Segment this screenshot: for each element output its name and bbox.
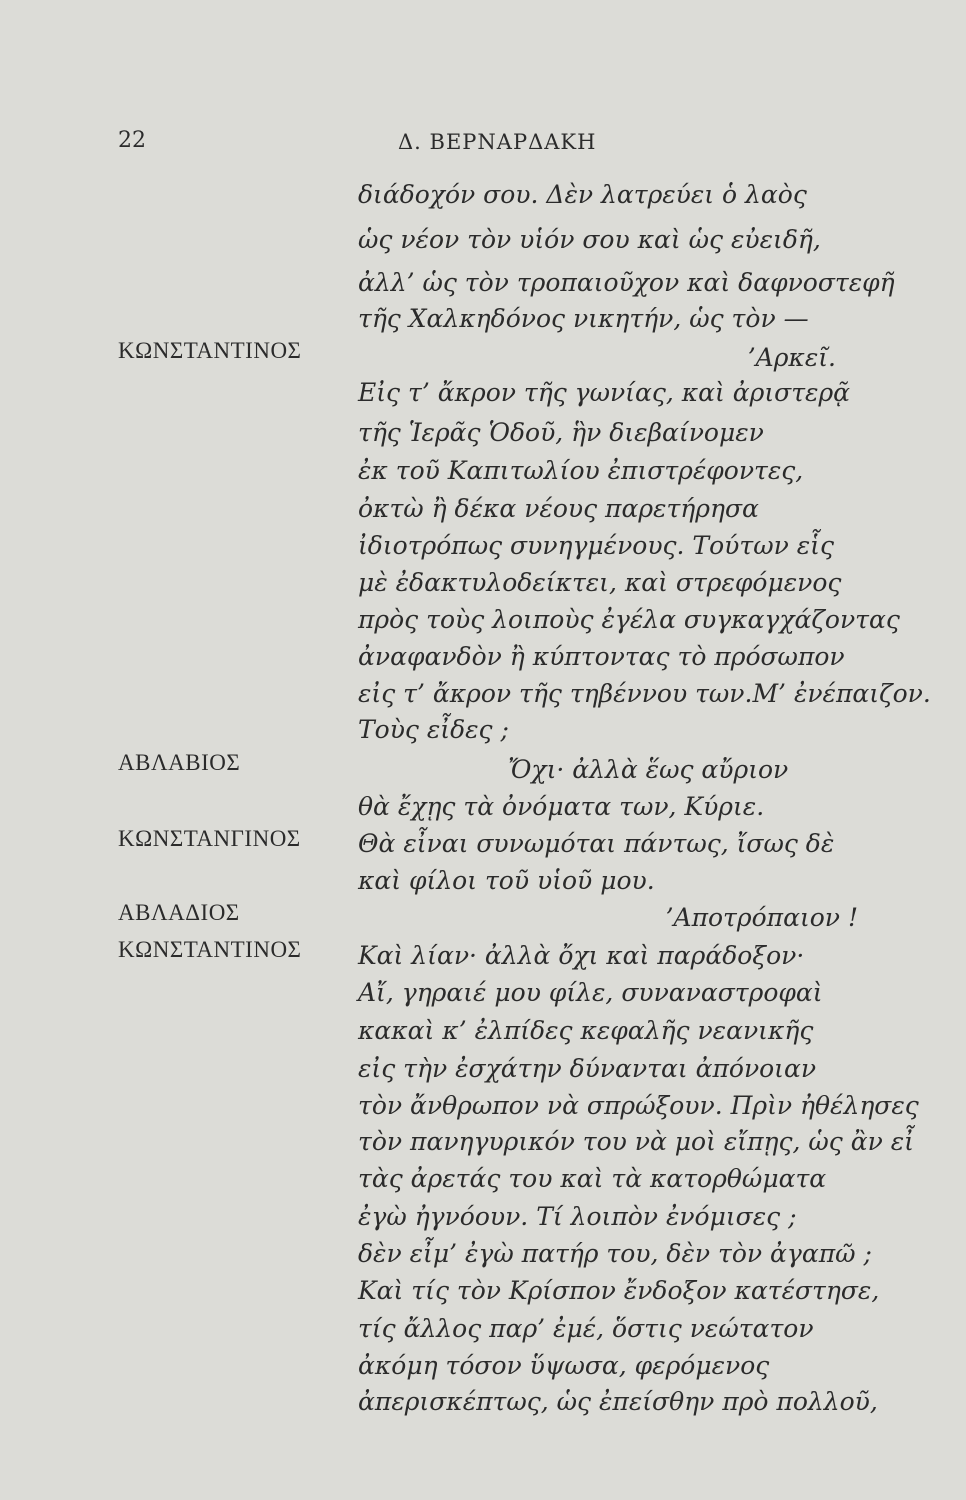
verse-line: ἀλλ’ ὡς τὸν τροπαιοῦχον καὶ δαφνοστεφῆ <box>358 268 895 297</box>
verse-line: Αἴ, γηραιέ μου φίλε, συναναστροφαὶ <box>358 978 823 1007</box>
page-number: 22 <box>118 128 146 153</box>
verse-line: Καὶ τίς τὸν Κρίσπον ἔνδοξον κατέστησε, <box>358 1276 880 1305</box>
verse-line: τίς ἄλλος παρ’ ἐμέ, ὅστις νεώτατον <box>358 1314 814 1343</box>
verse-line: Ὄχι· ἀλλὰ ἕως αὔριον <box>508 755 789 784</box>
verse-line-right: ’Αρκεῖ. <box>747 343 836 372</box>
verse-line: θὰ ἔχῃς τὰ ὀνόματα των, Κύριε. <box>358 792 765 821</box>
running-header: Δ. ΒΕΡΝΑΡΔΑΚΗ <box>398 130 597 154</box>
verse-line: ἐκ τοῦ Καπιτωλίου ἐπιστρέφοντες, <box>358 456 804 485</box>
verse-line: καὶ φίλοι τοῦ υἱοῦ μου. <box>358 866 655 895</box>
verse-line: μὲ ἐδακτυλοδείκτει, καὶ στρεφόμενος <box>358 568 842 597</box>
verse-line: διάδοχόν σου. Δὲν λατρεύει ὁ λαὸς <box>358 180 807 209</box>
verse-line: ἀπερισκέπτως, ὡς ἐπείσθην πρὸ πολλοῦ, <box>358 1387 878 1416</box>
speaker-label: ΚΩΝΣΤΑΝΤΙΝΟΣ <box>118 338 302 363</box>
speaker-label: ΚΩΝΣΤΑΝΓΙΝΟΣ <box>118 826 301 851</box>
verse-line: ἐγὼ ἠγνόουν. Τί λοιπὸν ἐνόμισες ; <box>358 1202 797 1231</box>
verse-line: εἰς τὴν ἐσχάτην δύνανται ἀπόνοιαν <box>358 1054 817 1083</box>
verse-line: ὀκτὼ ἢ δέκα νέους παρετήρησα <box>358 494 759 523</box>
verse-line: τῆς Ἱερᾶς Ὁδοῦ, ἣν διεβαίνομεν <box>358 418 764 447</box>
speaker-label: ΑΒΛΑΔΙΟΣ <box>118 900 240 925</box>
verse-line: ἰδιοτρόπως συνηγμένους. Τούτων εἷς <box>358 531 834 560</box>
verse-line: Καὶ λίαν· ἀλλὰ ὄχι καὶ παράδοξον· <box>358 941 805 970</box>
verse-line: ἀκόμη τόσον ὕψωσα, φερόμενος <box>358 1351 770 1380</box>
verse-line: ἀναφανδὸν ἢ κύπτοντας τὸ πρόσωπον <box>358 642 845 671</box>
verse-line: τῆς Χαλκηδόνος νικητήν, ὡς τὸν — <box>358 304 809 333</box>
verse-line: εἰς τ’ ἄκρον τῆς τηβέννου των.Μ’ ἐνέπαιζον. <box>358 679 931 708</box>
verse-line: Εἰς τ’ ἄκρον τῆς γωνίας, καὶ ἀριστερᾷ <box>358 378 851 407</box>
verse-line: τὸν ἄνθρωπον νὰ σπρώξουν. Πρὶν ἠθέλησες <box>358 1091 919 1120</box>
verse-line: πρὸς τοὺς λοιποὺς ἐγέλα συγκαγχάζοντας <box>358 605 900 634</box>
verse-line: ὡς νέον τὸν υἱόν σου καὶ ὡς εὐειδῆ, <box>358 225 821 254</box>
verse-line-right: ’Αποτρόπαιον ! <box>665 903 858 932</box>
speaker-label: ΚΩΝΣΤΑΝΤΙΝΟΣ <box>118 937 302 962</box>
speaker-label: ΑΒΛΑΒΙΟΣ <box>118 750 241 775</box>
verse-line: Θὰ εἶναι συνωμόται πάντως, ἴσως δὲ <box>358 829 835 858</box>
verse-line: τὸν πανηγυρικόν του νὰ μοὶ εἴπῃς, ὡς ἂν εἶ <box>358 1127 914 1156</box>
verse-line: κακαὶ κ’ ἐλπίδες κεφαλῆς νεανικῆς <box>358 1016 814 1045</box>
verse-line: Τοὺς εἶδες ; <box>358 715 509 744</box>
verse-line: δὲν εἶμ’ ἐγὼ πατήρ του, δὲν τὸν ἀγαπῶ ; <box>358 1239 872 1268</box>
verse-line: τὰς ἀρετάς του καὶ τὰ κατορθώματα <box>358 1164 827 1193</box>
